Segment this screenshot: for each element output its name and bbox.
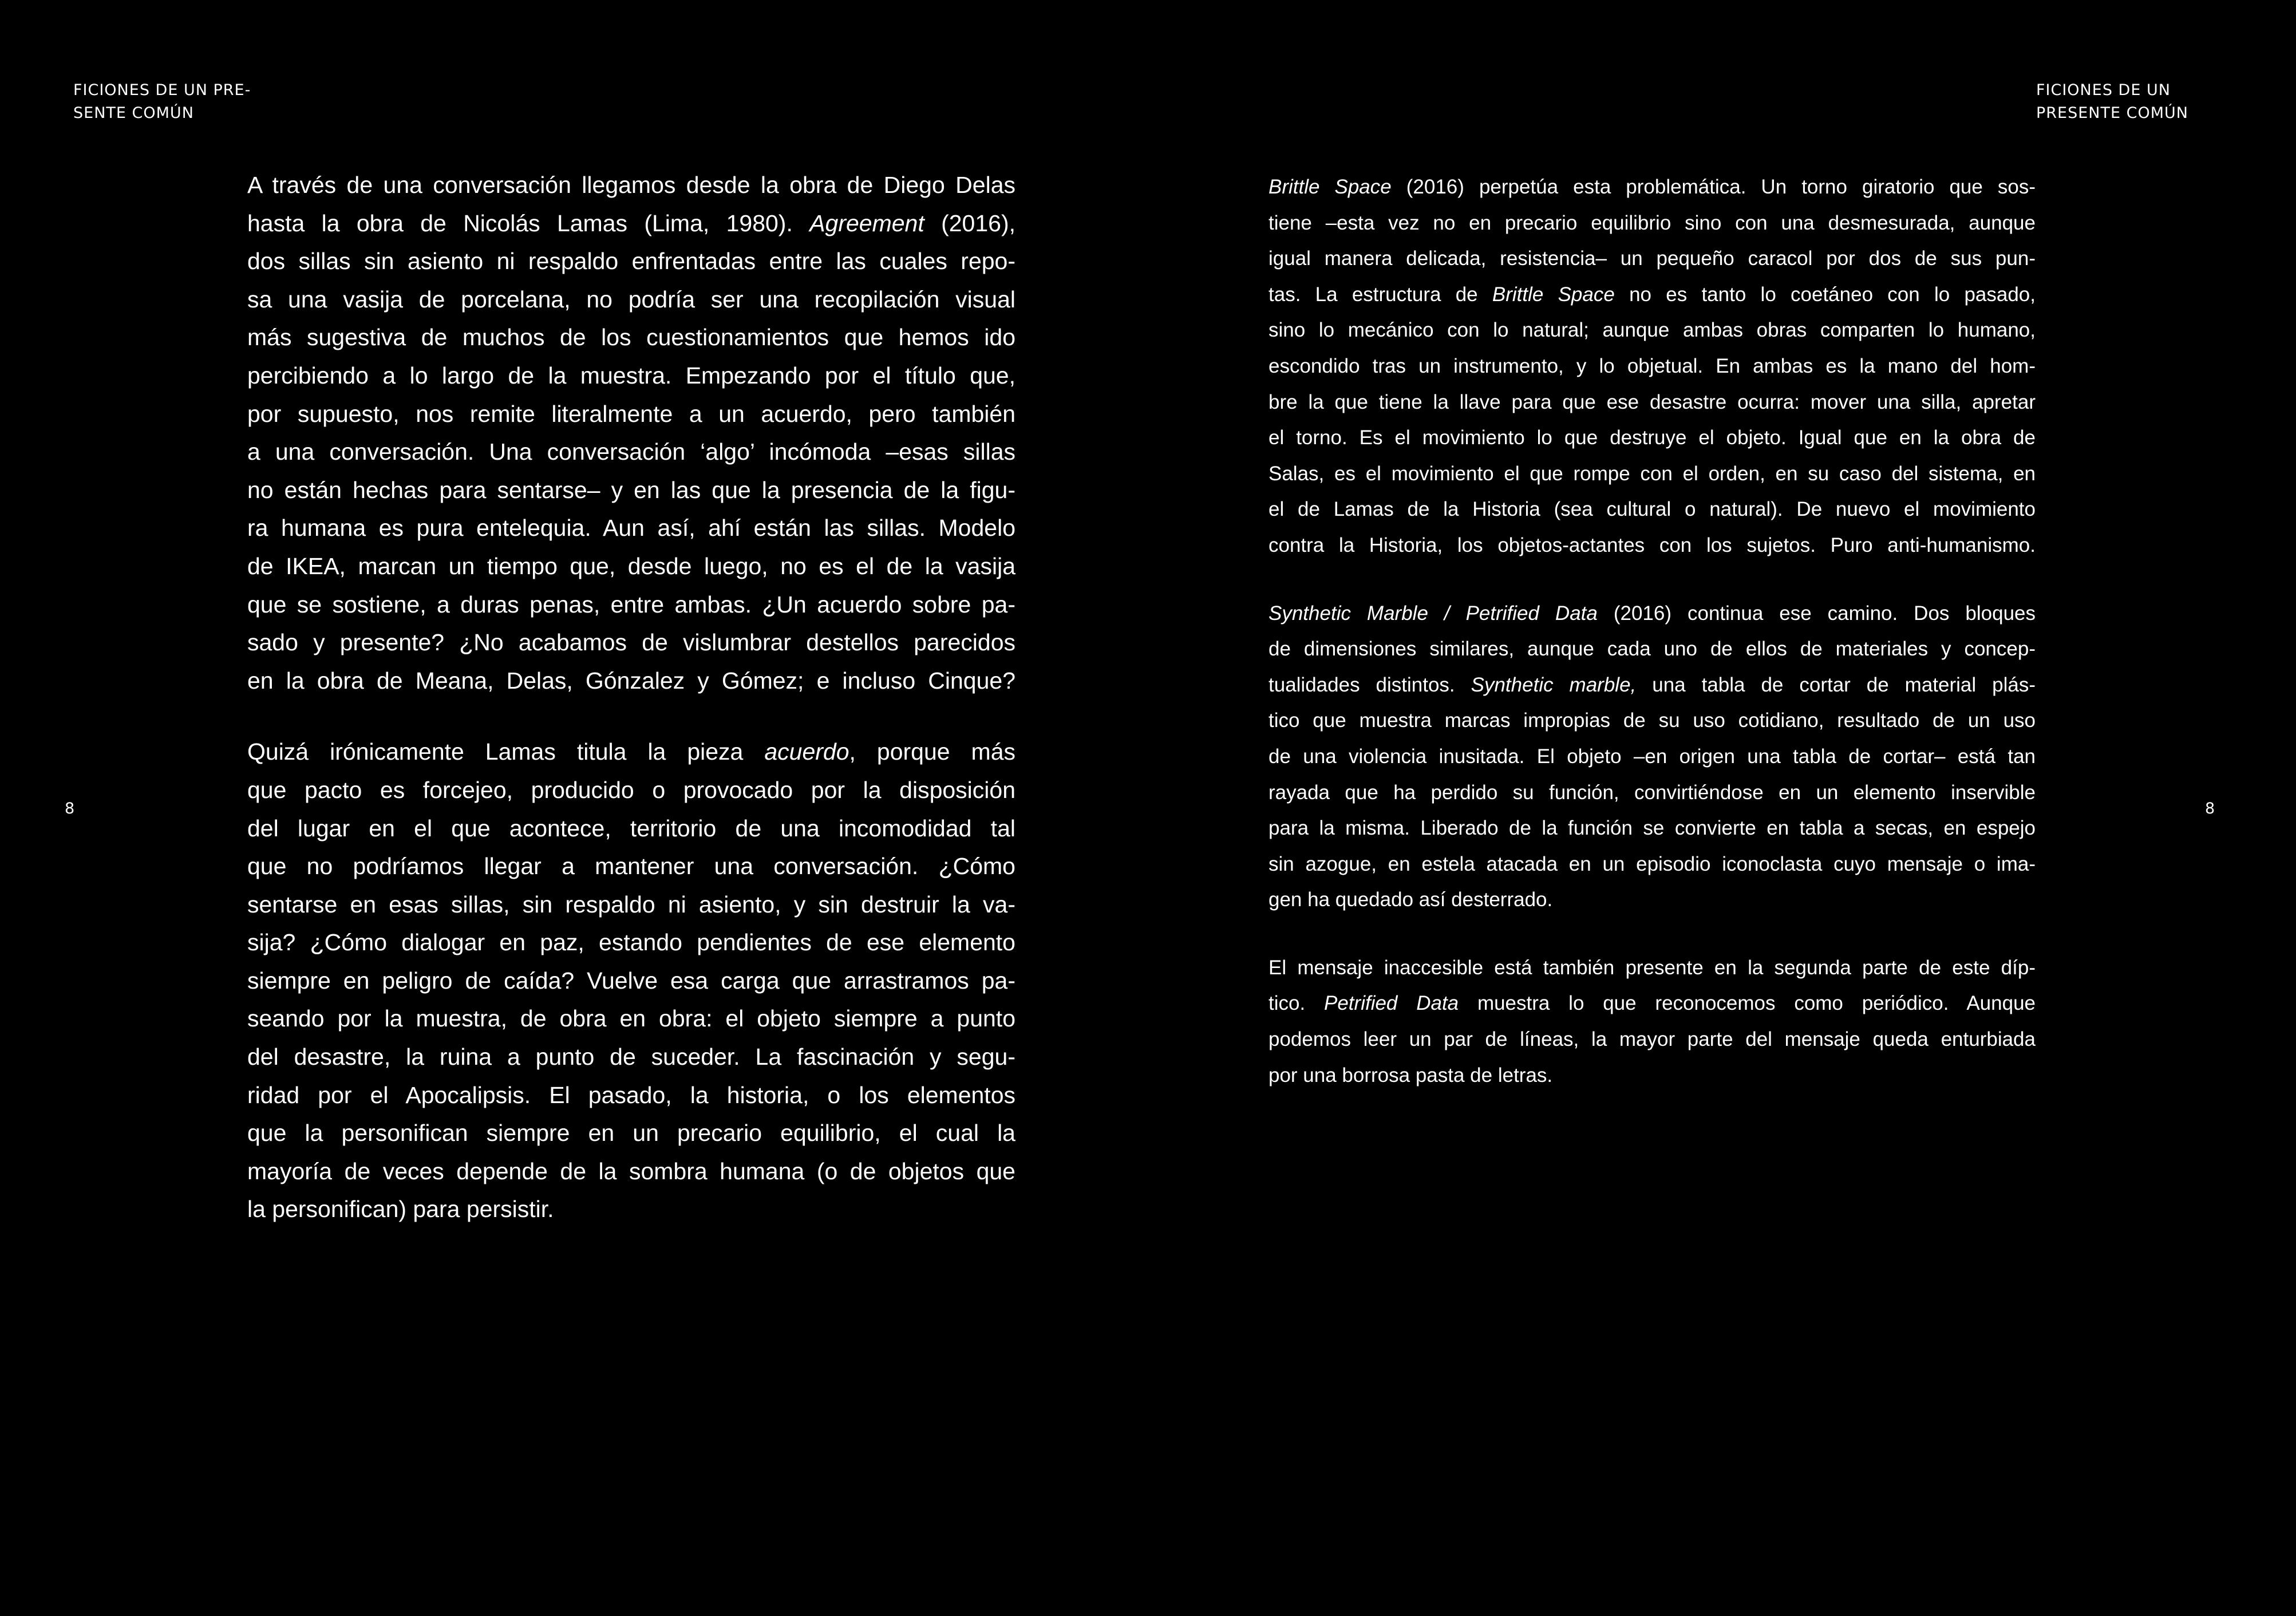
text-line: de dimensiones similares, aunque cada uno de ellos de materiales y concep- xyxy=(1268,638,2036,661)
text-line: sin azogue, en estela atacada en un episodio iconoclasta cuyo mensaje o ima- xyxy=(1268,852,2036,875)
text-line: el de Lamas de la Historia (sea cultural o natural). De nuevo el movimiento xyxy=(1268,498,2036,521)
text-line: que pacto es forcejeo, producido o provocado por la disposición xyxy=(247,776,1015,803)
page-number-left: 8 xyxy=(65,800,75,817)
paragraph xyxy=(247,733,1015,1228)
paragraph xyxy=(247,166,1015,700)
text-line: del desastre, la ruina a punto de suceder. La fascinación y segu- xyxy=(247,1044,1015,1070)
text-line: que se sostiene, a duras penas, entre ambas. ¿Un acuerdo sobre pa- xyxy=(247,591,1015,618)
text-line: por supuesto, nos remite literalmente a un acuerdo, pero también xyxy=(247,400,1015,427)
text-line: que la personifican siempre en un precario equilibrio, el cual la xyxy=(247,1120,1015,1147)
text-line: seando por la muestra, de obra en obra: el objeto siempre a punto xyxy=(247,1005,1015,1032)
text-line: sino lo mecánico con lo natural; aunque ambas obras comparten lo humano, xyxy=(1268,319,2036,342)
text-line: que no podríamos llegar a mantener una conversación. ¿Cómo xyxy=(247,853,1015,880)
artwork-title: Petrified Data xyxy=(1324,992,1459,1015)
text-line: tico que muestra marcas impropias de su uso cotidiano, resultado de un uso xyxy=(1268,709,2036,732)
artwork-title: acuerdo xyxy=(764,738,849,765)
text-line: sado y presente? ¿No acabamos de vislumbrar destellos parecidos xyxy=(247,629,1015,656)
text-line: tualidades distintos. Synthetic marble, una tabla de cortar de material plás- xyxy=(1268,673,2036,696)
text-line: rayada que ha perdido su función, convirtiéndose en un elemento inservible xyxy=(1268,781,2036,804)
running-head-line: FICIONES DE UN xyxy=(2036,81,2171,99)
text-line: igual manera delicada, resistencia– un pequeño caracol por dos de sus pun- xyxy=(1268,247,2036,270)
page-number-right: 8 xyxy=(2205,800,2215,817)
text-line: no están hechas para sentarse– y en las que la presencia de la figu- xyxy=(247,476,1015,503)
paragraph xyxy=(1268,950,2036,1093)
text-line: tiene –esta vez no en precario equilibrio sino con una desmesurada, aunque xyxy=(1268,211,2036,234)
text-line: A través de una conversación llegamos desde la obra de Diego Delas xyxy=(247,172,1015,198)
text-line: por una borrosa pasta de letras. xyxy=(1268,1064,1553,1086)
paragraph xyxy=(1268,596,2036,918)
text-line: dos sillas sin asiento ni respaldo enfrentadas entre las cuales repo- xyxy=(247,248,1015,275)
text-line: la personifican) para persistir. xyxy=(247,1196,554,1223)
text-line: sija? ¿Cómo dialogar en paz, estando pendientes de ese elemento xyxy=(247,929,1015,956)
right-page-body xyxy=(1268,169,2036,1093)
text-line: escondido tras un instrumento, y lo objetual. En ambas es la mano del hom- xyxy=(1268,354,2036,377)
text-line: gen ha quedado así desterrado. xyxy=(1268,888,1553,911)
artwork-title: Synthetic Marble / Petrified Data xyxy=(1268,602,1598,625)
artwork-title: Brittle Space xyxy=(1492,283,1615,306)
text-line: podemos leer un par de líneas, la mayor parte del mensaje queda enturbiada xyxy=(1268,1028,2036,1051)
text-line: el torno. Es el movimiento lo que destruye el objeto. Igual que en la obra de xyxy=(1268,426,2036,449)
text-line: ra humana es pura entelequia. Aun así, ahí están las sillas. Modelo xyxy=(247,515,1015,542)
running-head-line: SENTE COMÚN xyxy=(73,104,194,122)
text-line: de IKEA, marcan un tiempo que, desde luego, no es el de la vasija xyxy=(247,552,1015,579)
artwork-title: Agreement xyxy=(809,210,924,236)
text-line: Brittle Space (2016) perpetúa esta problemática. Un torno giratorio que sos- xyxy=(1268,176,2036,198)
text-line: de una violencia inusitada. El objeto –en origen una tabla de cortar– está tan xyxy=(1268,745,2036,768)
text-line: a una conversación. Una conversación ‘algo’ incómoda –esas sillas xyxy=(247,438,1015,465)
paragraph xyxy=(1268,169,2036,564)
text-line: tico. Petrified Data muestra lo que reconocemos como periódico. Aunque xyxy=(1268,992,2036,1015)
text-line: Synthetic Marble / Petrified Data (2016) continua ese camino. Dos bloques xyxy=(1268,602,2036,625)
text-line: hasta la obra de Nicolás Lamas (Lima, 1980). Agreement (2016), xyxy=(247,210,1015,236)
text-line: en la obra de Meana, Delas, Gónzalez y Gómez; e incluso Cinque? xyxy=(247,667,1015,694)
text-line: bre la que tiene la llave para que ese desastre ocurra: mover una silla, apretar xyxy=(1268,390,2036,413)
text-line: más sugestiva de muchos de los cuestionamientos que hemos ido xyxy=(247,324,1015,351)
text-line: percibiendo a lo largo de la muestra. Empezando por el título que, xyxy=(247,362,1015,389)
text-line: Salas, es el movimiento el que rompe con el orden, en su caso del sistema, en xyxy=(1268,462,2036,485)
artwork-title: Brittle Space xyxy=(1268,176,1392,198)
text-line: del lugar en el que acontece, territorio de una incomodidad tal xyxy=(247,815,1015,841)
text-line: Quizá irónicamente Lamas titula la pieza acuerdo, porque más xyxy=(247,738,1015,765)
text-line: para la misma. Liberado de la función se convierte en tabla a secas, en espejo xyxy=(1268,817,2036,840)
text-line: sa una vasija de porcelana, no podría ser una recopilación visual xyxy=(247,286,1015,313)
running-head-line: FICIONES DE UN PRE- xyxy=(73,81,251,99)
running-head-right xyxy=(2036,79,2188,125)
text-line: El mensaje inaccesible está también presente en la segunda parte de este díp- xyxy=(1268,956,2036,979)
text-line: tas. La estructura de Brittle Space no es tanto lo coetáneo con lo pasado, xyxy=(1268,283,2036,306)
text-line: contra la Historia, los objetos-actantes con los sujetos. Puro anti-humanismo. xyxy=(1268,534,2036,556)
left-page-body xyxy=(247,166,1015,1228)
text-line: ridad por el Apocalipsis. El pasado, la historia, o los elementos xyxy=(247,1081,1015,1108)
artwork-title: Synthetic marble, xyxy=(1471,673,1637,696)
running-head-left xyxy=(73,79,251,125)
text-line: mayoría de veces depende de la sombra humana (o de objetos que xyxy=(247,1157,1015,1184)
text-line: siempre en peligro de caída? Vuelve esa carga que arrastramos pa- xyxy=(247,967,1015,994)
text-line: sentarse en esas sillas, sin respaldo ni asiento, y sin destruir la va- xyxy=(247,891,1015,918)
running-head-line: PRESENTE COMÚN xyxy=(2036,104,2188,122)
